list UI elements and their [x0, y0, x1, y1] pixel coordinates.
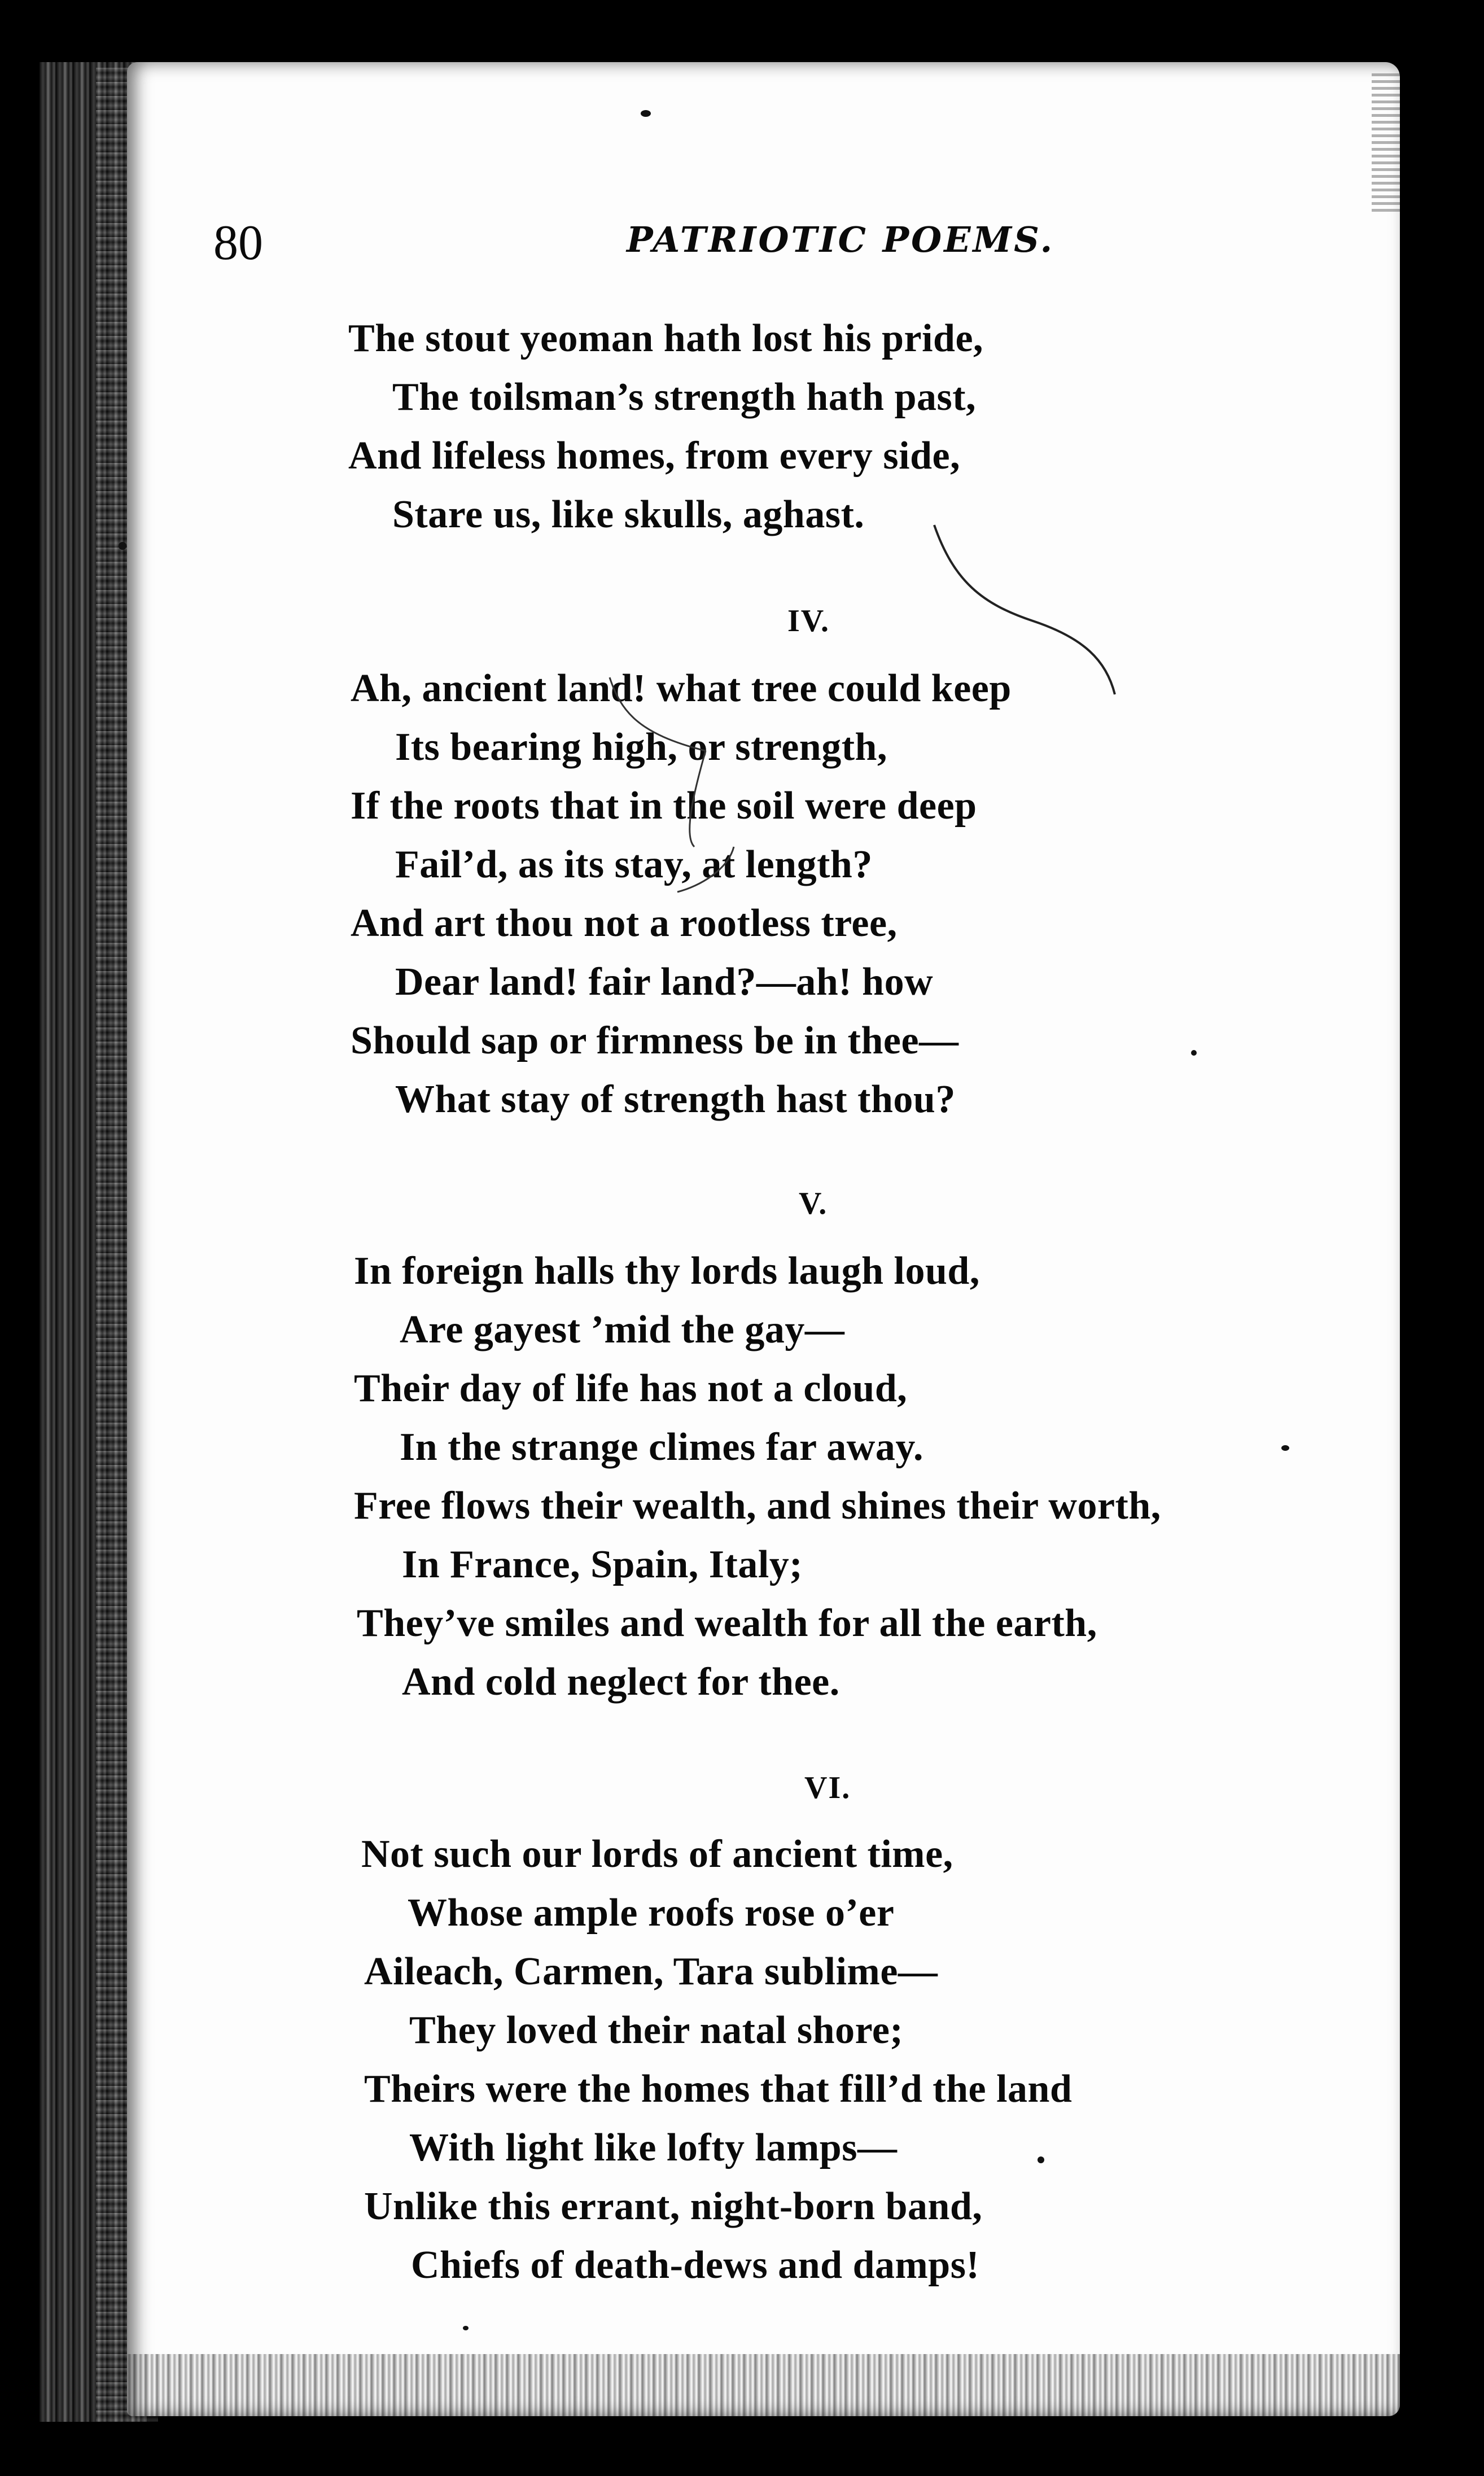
poem-line: And cold neglect for thee. [402, 1660, 840, 1704]
poem-line: Whose ample roofs rose o’er [408, 1891, 895, 1935]
poem-line: Should sap or firmness be in thee— [351, 1019, 959, 1062]
poem-line: They loved their natal shore; [409, 2009, 904, 2052]
poem-line: In France, Spain, Italy; [402, 1543, 803, 1586]
dust-speck [1191, 1050, 1197, 1056]
stanza-numeral: VI. [804, 1770, 851, 1805]
poem-line: Are gayest ’mid the gay— [400, 1308, 845, 1351]
stanza-numeral: IV. [787, 603, 830, 638]
poem-line: Fail’d, as its stay, at length? [395, 843, 873, 886]
poem-line: The toilsman’s strength hath past, [392, 375, 977, 419]
poem-line: In foreign halls thy lords laugh loud, [354, 1249, 980, 1293]
poem-line: And lifeless homes, from every side, [348, 434, 961, 478]
dust-speck [641, 110, 651, 117]
poem-line: In the strange climes far away. [400, 1425, 923, 1469]
poem-line: Unlike this errant, night-born band, [364, 2185, 983, 2228]
poem-line: Theirs were the homes that fill’d the land [364, 2067, 1072, 2111]
poem-line: The stout yeoman hath lost his pride, [348, 317, 984, 360]
dust-speck [119, 542, 126, 550]
poem-line: If the roots that in the soil were deep [351, 784, 977, 828]
poem-line: They’ve smiles and wealth for all the earth, [357, 1602, 1097, 1645]
page-number: 80 [213, 216, 263, 270]
poem-line: Stare us, like skulls, aghast. [392, 493, 865, 536]
poem-line: Chiefs of death-dews and damps! [411, 2243, 980, 2287]
poem-line: Not such our lords of ancient time, [361, 1832, 953, 1876]
poem-line: And art thou not a rootless tree, [351, 902, 898, 945]
poem-line: Their day of life has not a cloud, [354, 1367, 908, 1410]
poem-line: Free flows their wealth, and shines their worth, [354, 1484, 1161, 1528]
dust-speck [1281, 1445, 1289, 1451]
poem-line: Ah, ancient land! what tree could keep [351, 667, 1012, 710]
running-head: PATRIOTIC POEMS. [627, 219, 1055, 260]
poem-line: With light like lofty lamps— [409, 2126, 898, 2169]
stanza-numeral: V. [799, 1186, 828, 1221]
poem-line: Its bearing high, or strength, [395, 725, 887, 769]
poem-line: What stay of strength hast thou? [395, 1078, 956, 1121]
dust-speck [463, 2326, 469, 2330]
poem-line: Aileach, Carmen, Tara sublime— [364, 1950, 938, 1993]
poem-line: Dear land! fair land?—ah! how [395, 960, 934, 1004]
dust-speck [1038, 2156, 1044, 2163]
